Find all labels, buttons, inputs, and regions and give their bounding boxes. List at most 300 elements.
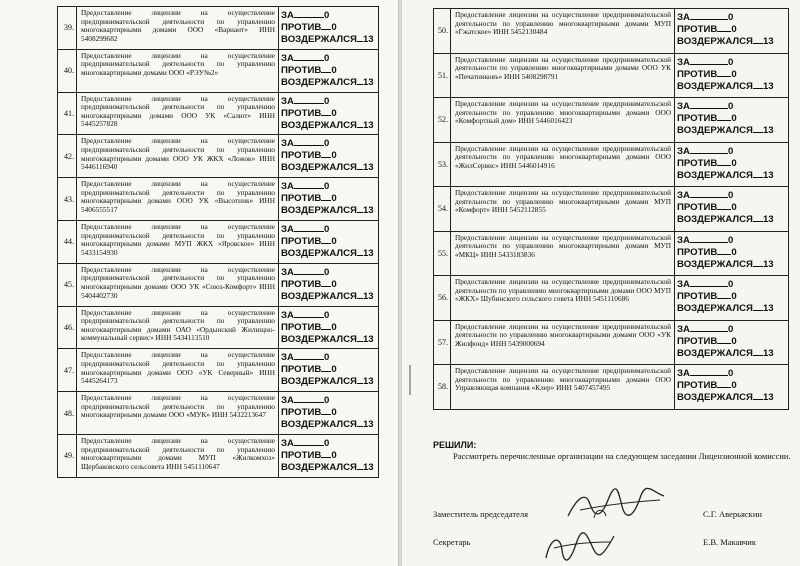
vote-protiv-row [281, 406, 376, 418]
vote-cell [279, 263, 379, 306]
vote-protiv-value: 0 [731, 157, 737, 169]
deputy-signature-icon [560, 486, 670, 526]
vote-abstain-value: 13 [362, 119, 374, 131]
vote-za-label: ЗА [281, 52, 294, 64]
agenda-row [58, 349, 379, 392]
vote-protiv-row [677, 201, 786, 213]
vote-abstain-row [281, 461, 376, 473]
vote-protiv-row [281, 321, 376, 333]
vote-blank-line [717, 290, 731, 299]
vote-protiv-row [677, 246, 786, 258]
row-number: 42. [58, 135, 77, 178]
row-description: Предоставление лицензии на осуществление предпринимательской деятельности по управлению многоквартирными домами ООО «РЭУ№2» [77, 49, 279, 92]
row-description: Предоставление лицензии на осуществление предпринимательской деятельности по управлению многоквартирными домами МУП «Жилкомхоз» Щербаковского сельсовета ИНН 5451110647 [77, 434, 279, 477]
vote-abstain-label: ВОЗДЕРЖАЛСЯ [677, 303, 753, 314]
vote-blank-line [753, 213, 763, 222]
vote-cell [279, 178, 379, 221]
row-description: Предоставление лицензии на осуществление предпринимательской деятельности по управлению многоквартирными домами ООО УК «Печатниковъ» ИНН 5408298791 [451, 53, 675, 98]
row-description: Предоставление лицензии на осуществление предпринимательской деятельности по управлению многоквартирными домами ООО УК «Высотник» ИНН 5406555517 [77, 178, 279, 221]
vote-protiv-row [677, 68, 786, 80]
vote-protiv-value: 0 [331, 278, 337, 290]
vote-za-row [677, 145, 786, 157]
vote-protiv-value: 0 [731, 291, 737, 302]
vote-protiv-label: ПРОТИВ [677, 380, 718, 391]
vote-za-value: 0 [727, 145, 734, 157]
vote-abstain-label: ВОЗДЕРЖАЛСЯ [677, 80, 753, 92]
vote-za-label: ЗА [677, 190, 690, 201]
vote-blank-line [321, 449, 331, 458]
vote-abstain-row [677, 391, 786, 403]
row-description: Предоставление лицензии на осуществление предпринимательской деятельности по управлению многоквартирными домами ОАО «Ордынский Жилищно- коммунальный сервис» ИНН 5434113510 [77, 306, 279, 349]
vote-protiv-row [281, 149, 376, 161]
vote-abstain-value: 13 [762, 214, 774, 225]
vote-za-row [677, 11, 786, 23]
vote-abstain-row [677, 347, 786, 359]
agenda-row [58, 49, 379, 92]
vote-protiv-label: ПРОТИВ [281, 107, 322, 119]
vote-protiv-row [677, 290, 786, 302]
row-number: 50. [434, 9, 451, 54]
vote-blank-line [294, 223, 324, 232]
vote-blank-line [753, 347, 763, 356]
vote-abstain-label: ВОЗДЕРЖАЛСЯ [677, 392, 753, 403]
vote-blank-line [294, 9, 324, 18]
agenda-row [58, 434, 379, 477]
vote-cell [279, 49, 379, 92]
vote-abstain-row [677, 258, 786, 270]
vote-abstain-label: ВОЗДЕРЖАЛСЯ [677, 347, 753, 359]
vote-za-row [677, 56, 786, 68]
vote-protiv-row [677, 112, 786, 124]
vote-blank-line [753, 169, 763, 178]
vote-abstain-label: ВОЗДЕРЖАЛСЯ [677, 214, 753, 225]
agenda-row [58, 178, 379, 221]
vote-abstain-label: ВОЗДЕРЖАЛСЯ [281, 119, 357, 131]
vote-protiv-row [281, 278, 376, 290]
vote-protiv-label: ПРОТИВ [281, 22, 322, 33]
row-description: Предоставление лицензии на осуществление предпринимательской деятельности по управлению многоквартирными домами ООО «МУК» ИНН 5432213647 [77, 392, 279, 435]
vote-blank-line [690, 323, 728, 332]
vote-protiv-row [677, 379, 786, 391]
secretary-title: Секретарь [433, 537, 471, 547]
deputy-name: С.Г. Аверьяскин [703, 509, 762, 519]
vote-abstain-label: ВОЗДЕРЖАЛСЯ [281, 205, 357, 217]
row-description: Предоставление лицензии на осуществление предпринимательской деятельности по управлению многоквартирными домами ООО «УК Жилфонд» ИНН 5439000694 [451, 320, 675, 365]
vote-za-row [677, 100, 786, 112]
row-description: Предоставление лицензии на осуществление предпринимательской деятельности по управлению многоквартирными домами ООО «Вариант» ИНН 5408299682 [77, 7, 279, 50]
vote-protiv-value: 0 [731, 380, 737, 391]
row-number: 44. [58, 220, 77, 263]
vote-protiv-value: 0 [331, 107, 337, 119]
vote-protiv-value: 0 [731, 246, 737, 258]
vote-abstain-value: 13 [762, 80, 774, 92]
vote-blank-line [753, 124, 763, 133]
vote-za-value: 0 [323, 223, 330, 235]
row-number: 48. [58, 392, 77, 435]
agenda-row [434, 142, 789, 187]
vote-za-label: ЗА [677, 279, 690, 290]
right-agenda-table [433, 8, 789, 410]
vote-blank-line [690, 100, 728, 109]
row-number: 52. [434, 98, 451, 143]
row-description: Предоставление лицензии на осуществление предпринимательской деятельности по управлению многоквартирными домами ООО УК «Салют» ИНН 5445257828 [77, 92, 279, 135]
vote-abstain-value: 13 [362, 419, 374, 431]
vote-protiv-value: 0 [731, 24, 737, 35]
vote-abstain-label: ВОЗДЕРЖАЛСЯ [281, 461, 357, 473]
vote-abstain-value: 13 [762, 347, 774, 359]
vote-protiv-label: ПРОТИВ [281, 193, 322, 205]
vote-za-value: 0 [323, 138, 330, 150]
vote-blank-line [753, 35, 763, 44]
vote-protiv-value: 0 [731, 113, 737, 124]
vote-za-value: 0 [323, 437, 330, 449]
vote-abstain-value: 13 [762, 125, 774, 136]
vote-za-value: 0 [727, 279, 734, 290]
vote-za-label: ЗА [281, 138, 294, 150]
vote-abstain-label: ВОЗДЕРЖАЛСЯ [677, 258, 753, 270]
vote-abstain-row [281, 290, 376, 302]
vote-za-label: ЗА [677, 323, 690, 335]
vote-protiv-label: ПРОТИВ [281, 364, 322, 376]
row-description: Предоставление лицензии на осуществление предпринимательской деятельности по управлению многоквартирными домами МУП «МКЦ» ИНН 5433183836 [451, 231, 675, 276]
vote-abstain-row [281, 161, 376, 173]
vote-abstain-value: 13 [362, 205, 374, 217]
row-description: Предоставление лицензии на осуществление предпринимательской деятельности по управлению многоквартирными домами МУП ЖКХ «Яровское» ИНН 5433154930 [77, 220, 279, 263]
vote-cell [675, 276, 789, 321]
vote-protiv-label: ПРОТИВ [677, 246, 718, 258]
row-description: Предоставление лицензии на осуществление предпринимательской деятельности по управлению многоквартирными домами ООО «ЖилСервис» ИНН 5446014916 [451, 142, 675, 187]
vote-cell [675, 98, 789, 143]
resolution-block [433, 440, 793, 462]
row-description: Предоставление лицензии на осуществление предпринимательской деятельности по управлению многоквартирными домами ООО УК ЖКХ «Ложок» ИНН 5446116940 [77, 135, 279, 178]
vote-abstain-row [281, 418, 376, 430]
vote-za-row [281, 437, 376, 449]
vote-blank-line [321, 406, 331, 415]
vote-za-label: ЗА [677, 12, 690, 23]
vote-za-row [677, 234, 786, 246]
vote-abstain-label: ВОЗДЕРЖАЛСЯ [677, 125, 753, 136]
vote-abstain-value: 13 [362, 34, 374, 45]
vote-blank-line [321, 363, 331, 372]
vote-za-label: ЗА [281, 10, 294, 21]
vote-protiv-row [281, 449, 376, 461]
row-number: 43. [58, 178, 77, 221]
vote-abstain-row [677, 35, 786, 47]
vote-blank-line [294, 394, 324, 403]
vote-za-value: 0 [323, 309, 330, 321]
vote-abstain-label: ВОЗДЕРЖАЛСЯ [281, 333, 357, 345]
vote-protiv-label: ПРОТИВ [677, 157, 718, 169]
vote-abstain-label: ВОЗДЕРЖАЛСЯ [281, 76, 357, 88]
vote-blank-line [690, 189, 728, 198]
vote-za-row [677, 278, 786, 290]
vote-protiv-value: 0 [731, 335, 737, 347]
vote-protiv-row [281, 64, 376, 76]
vote-protiv-label: ПРОТИВ [281, 407, 322, 419]
vote-abstain-value: 13 [762, 36, 774, 47]
vote-abstain-label: ВОЗДЕРЖАЛСЯ [677, 169, 753, 181]
vote-blank-line [321, 149, 331, 158]
agenda-row [434, 231, 789, 276]
vote-cell [675, 187, 789, 232]
vote-abstain-label: ВОЗДЕРЖАЛСЯ [281, 376, 357, 388]
vote-abstain-value: 13 [762, 392, 774, 403]
row-number: 46. [58, 306, 77, 349]
vote-za-label: ЗА [281, 352, 294, 364]
row-number: 55. [434, 231, 451, 276]
agenda-row [58, 220, 379, 263]
vote-abstain-row [677, 302, 786, 314]
vote-cell [675, 9, 789, 54]
vote-abstain-row [677, 213, 786, 225]
vote-za-value: 0 [323, 352, 330, 364]
vote-abstain-row [281, 119, 376, 131]
vote-blank-line [294, 52, 324, 61]
vote-za-value: 0 [727, 323, 734, 335]
vote-za-label: ЗА [677, 145, 690, 157]
vote-blank-line [321, 107, 331, 116]
vote-protiv-row [677, 23, 786, 35]
vote-protiv-row [281, 192, 376, 204]
vote-za-row [281, 309, 376, 321]
vote-za-value: 0 [323, 95, 330, 107]
vote-abstain-row [281, 76, 376, 88]
scan-mark [409, 365, 411, 395]
vote-za-label: ЗА [677, 101, 690, 112]
vote-protiv-label: ПРОТИВ [677, 24, 718, 35]
vote-cell [675, 365, 789, 410]
vote-za-row [677, 323, 786, 335]
vote-protiv-row [281, 363, 376, 375]
vote-protiv-value: 0 [331, 150, 337, 162]
vote-za-label: ЗА [281, 437, 294, 449]
agenda-row [434, 98, 789, 143]
vote-abstain-value: 13 [762, 303, 774, 314]
vote-blank-line [717, 201, 731, 210]
vote-blank-line [294, 309, 324, 318]
vote-cell [279, 392, 379, 435]
vote-blank-line [717, 112, 731, 121]
row-number: 49. [58, 434, 77, 477]
agenda-row [58, 392, 379, 435]
vote-abstain-label: ВОЗДЕРЖАЛСЯ [281, 247, 357, 259]
vote-za-label: ЗА [281, 395, 294, 407]
vote-abstain-row [677, 169, 786, 181]
vote-za-row [281, 394, 376, 406]
agenda-row [434, 9, 789, 54]
vote-cell [675, 142, 789, 187]
vote-blank-line [321, 278, 331, 287]
vote-protiv-label: ПРОТИВ [677, 202, 718, 213]
vote-protiv-value: 0 [331, 449, 337, 461]
vote-blank-line [690, 234, 728, 243]
agenda-row [434, 320, 789, 365]
vote-abstain-row [281, 375, 376, 387]
vote-blank-line [753, 391, 763, 400]
agenda-row [434, 276, 789, 321]
agenda-row [58, 7, 379, 50]
vote-blank-line [717, 23, 731, 32]
row-number: 57. [434, 320, 451, 365]
vote-abstain-label: ВОЗДЕРЖАЛСЯ [281, 419, 357, 431]
vote-cell [675, 231, 789, 276]
vote-abstain-row [677, 80, 786, 92]
vote-abstain-value: 13 [762, 258, 774, 270]
vote-abstain-value: 13 [362, 247, 374, 259]
left-agenda-table [57, 6, 379, 478]
vote-za-label: ЗА [281, 95, 294, 107]
resolution-text: Рассмотреть перечисленные организации на следующем заседании Лицензионной комиссии. [453, 451, 791, 461]
row-description: Предоставление лицензии на осуществление предпринимательской деятельности по управлению многоквартирными домами ООО Управляющая компания «Клер» ИНН 5407457495 [451, 365, 675, 410]
vote-protiv-value: 0 [331, 64, 337, 76]
vote-protiv-label: ПРОТИВ [281, 449, 322, 461]
vote-protiv-label: ПРОТИВ [281, 235, 322, 247]
vote-abstain-row [281, 204, 376, 216]
vote-blank-line [753, 258, 763, 267]
vote-abstain-row [281, 333, 376, 345]
deputy-title: Заместитель председателя [433, 509, 528, 519]
vote-protiv-value: 0 [331, 321, 337, 333]
agenda-row [58, 92, 379, 135]
vote-blank-line [294, 95, 324, 104]
vote-za-value: 0 [323, 266, 330, 278]
vote-blank-line [321, 235, 331, 244]
vote-blank-line [717, 246, 731, 255]
vote-za-row [281, 351, 376, 363]
agenda-row [58, 135, 379, 178]
vote-abstain-value: 13 [362, 76, 374, 88]
vote-abstain-label: ВОЗДЕРЖАЛСЯ [281, 34, 357, 45]
row-description: Предоставление лицензии на осуществление предпринимательской деятельности по управлению многоквартирными домами МУП «Комфорт» ИНН 5452112855 [451, 187, 675, 232]
vote-abstain-value: 13 [362, 290, 374, 302]
vote-cell [675, 320, 789, 365]
row-description: Предоставление лицензии на осуществление предпринимательской деятельности по управлению многоквартирными домами МУП «Гжатское» ИНН 5452130484 [451, 9, 675, 54]
vote-za-value: 0 [727, 56, 734, 68]
vote-za-value: 0 [727, 368, 734, 379]
row-number: 47. [58, 349, 77, 392]
vote-cell [279, 220, 379, 263]
row-number: 51. [434, 53, 451, 98]
vote-abstain-value: 13 [362, 376, 374, 388]
vote-blank-line [294, 180, 324, 189]
vote-protiv-row [281, 21, 376, 33]
vote-za-row [281, 95, 376, 107]
vote-protiv-value: 0 [731, 202, 737, 213]
vote-za-label: ЗА [281, 223, 294, 235]
vote-protiv-label: ПРОТИВ [281, 321, 322, 333]
vote-blank-line [321, 192, 331, 201]
vote-blank-line [294, 266, 324, 275]
vote-za-value: 0 [727, 101, 734, 112]
vote-protiv-row [281, 107, 376, 119]
vote-blank-line [717, 157, 731, 166]
vote-protiv-label: ПРОТИВ [281, 64, 322, 76]
vote-abstain-label: ВОЗДЕРЖАЛСЯ [281, 290, 357, 302]
vote-blank-line [690, 278, 728, 287]
vote-blank-line [294, 351, 324, 360]
row-number: 53. [434, 142, 451, 187]
vote-za-label: ЗА [281, 309, 294, 321]
row-description: Предоставление лицензии на осуществление предпринимательской деятельности по управлению многоквартирными домами ООО УК «Союз-Комфорт» ИНН 5404402730 [77, 263, 279, 306]
vote-cell [675, 53, 789, 98]
vote-protiv-value: 0 [331, 407, 337, 419]
vote-za-label: ЗА [281, 181, 294, 193]
vote-cell [279, 349, 379, 392]
secretary-name: Е.В. Макавчик [703, 537, 756, 547]
row-number: 56. [434, 276, 451, 321]
vote-za-row [281, 223, 376, 235]
vote-blank-line [294, 437, 324, 446]
vote-protiv-label: ПРОТИВ [677, 113, 718, 124]
vote-za-row [281, 52, 376, 64]
vote-protiv-value: 0 [331, 22, 337, 33]
vote-za-value: 0 [727, 234, 734, 246]
secretary-signature-icon [540, 528, 620, 564]
vote-abstain-value: 13 [362, 333, 374, 345]
vote-cell [279, 434, 379, 477]
vote-blank-line [690, 367, 728, 376]
vote-blank-line [321, 321, 331, 330]
vote-cell [279, 7, 379, 50]
vote-protiv-value: 0 [331, 235, 337, 247]
vote-protiv-row [677, 335, 786, 347]
vote-abstain-value: 13 [762, 169, 774, 181]
vote-protiv-value: 0 [331, 364, 337, 376]
vote-za-label: ЗА [677, 234, 690, 246]
agenda-row [434, 187, 789, 232]
vote-abstain-label: ВОЗДЕРЖАЛСЯ [281, 162, 357, 174]
row-description: Предоставление лицензии на осуществление предпринимательской деятельности по управлению многоквартирными домами ООО «УК Северный» ИНН 5445264173 [77, 349, 279, 392]
vote-cell [279, 92, 379, 135]
row-description: Предоставление лицензии на осуществление предпринимательской деятельности по управлению многоквартирными домами ООО «Комфортный дом» ИНН 5446016423 [451, 98, 675, 143]
vote-za-row [677, 367, 786, 379]
vote-blank-line [690, 56, 728, 65]
vote-protiv-value: 0 [331, 193, 337, 205]
vote-blank-line [717, 379, 731, 388]
agenda-row [434, 53, 789, 98]
vote-za-value: 0 [323, 395, 330, 407]
vote-protiv-label: ПРОТИВ [281, 150, 322, 162]
vote-za-row [281, 137, 376, 149]
vote-protiv-label: ПРОТИВ [677, 291, 718, 302]
resolution-heading: РЕШИЛИ: [433, 440, 477, 450]
vote-protiv-label: ПРОТИВ [677, 335, 718, 347]
vote-abstain-row [281, 247, 376, 259]
vote-za-value: 0 [323, 52, 330, 64]
vote-za-label: ЗА [677, 368, 690, 379]
vote-blank-line [321, 21, 331, 30]
vote-protiv-row [677, 157, 786, 169]
vote-abstain-value: 13 [362, 461, 374, 473]
vote-cell [279, 135, 379, 178]
vote-abstain-value: 13 [362, 162, 374, 174]
vote-blank-line [690, 11, 728, 20]
vote-za-value: 0 [727, 12, 734, 23]
row-number: 54. [434, 187, 451, 232]
vote-protiv-value: 0 [731, 68, 737, 80]
agenda-row [58, 306, 379, 349]
row-number: 39. [58, 7, 77, 50]
row-number: 58. [434, 365, 451, 410]
vote-blank-line [753, 80, 763, 89]
vote-za-label: ЗА [281, 266, 294, 278]
vote-protiv-row [281, 235, 376, 247]
row-number: 45. [58, 263, 77, 306]
vote-abstain-row [677, 124, 786, 136]
vote-za-value: 0 [727, 190, 734, 201]
agenda-row [58, 263, 379, 306]
vote-za-value: 0 [323, 181, 330, 193]
